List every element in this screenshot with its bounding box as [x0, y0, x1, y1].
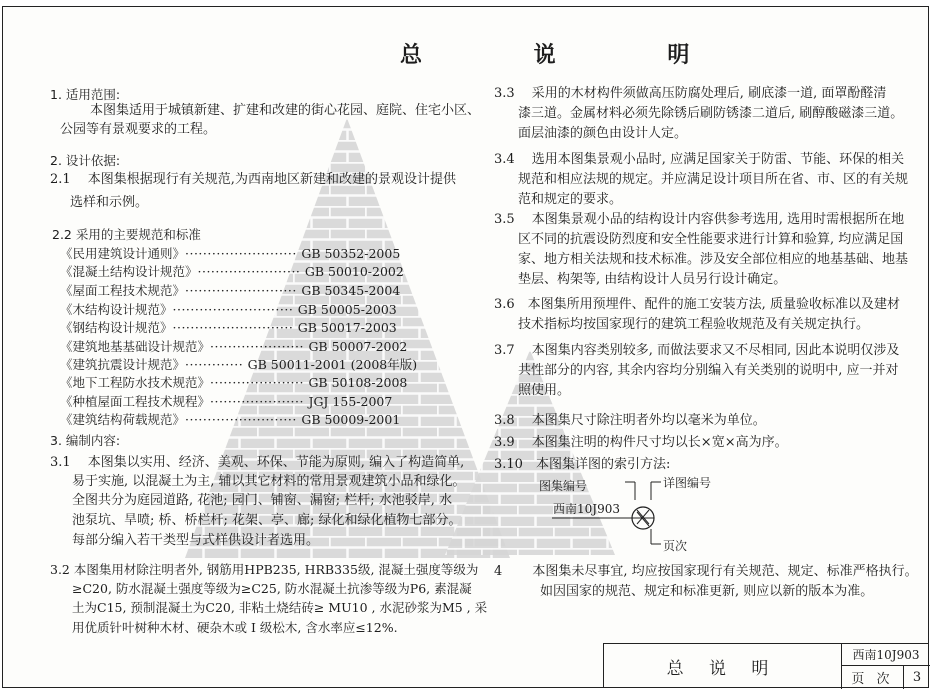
standard-name: 《屋面工程技术规范》	[60, 283, 186, 298]
leader-dots: ·····················	[210, 375, 309, 390]
standard-row	[60, 355, 417, 373]
standard-name: 《混凝土结构设计规范》	[60, 264, 198, 279]
standard-row	[60, 337, 407, 355]
standard-name: 《建筑抗震设计规范》	[60, 357, 186, 372]
section-3-5-line: 垫层、构架等, 由结构设计人员另行设计确定。	[518, 272, 787, 287]
standard-code: GB 50345-2004	[301, 283, 401, 298]
leader-dots: ·························	[185, 283, 302, 298]
standard-code: GB 50009-2001	[301, 412, 401, 427]
standard-code: GB 50017-2003	[297, 320, 397, 335]
leader-dots: ·······················	[197, 264, 305, 279]
section-3-7-line: 3.7 本图集内容类别较多, 而做法要求又不尽相同, 因此本说明仅涉及	[494, 343, 900, 358]
section-3-5-line: 家、地方相关法规和技术标准。涉及安全部位相应的地基基础、地基	[518, 252, 909, 267]
detail-number-label: 详图编号	[663, 476, 712, 490]
standard-name: 《木结构设计规范》	[60, 302, 173, 317]
standard-row	[60, 281, 400, 299]
standard-code: GB 50005-2003	[297, 302, 397, 317]
title-block	[603, 643, 929, 688]
leader-dots: ·····················	[210, 394, 309, 409]
title-block-code: 西南10J903	[842, 644, 930, 666]
title-block-page-label: 页 次	[842, 666, 904, 689]
standard-row	[60, 410, 400, 428]
standard-row	[60, 262, 404, 280]
section-3-2-line: 用优质针叶树种木材、硬杂木或 I 级松木, 含水率应≤12%.	[72, 620, 398, 635]
section-3-3-line: 面层油漆的颜色由设计人定。	[518, 126, 688, 141]
section-3-10-line: 3.10 本图集详图的索引方法:	[494, 457, 671, 472]
section-3-2-line: ≥C20, 防水混凝土强度等级为≥C25, 防水混凝土抗渗等级为P6, 素混凝	[72, 581, 472, 596]
section-1-heading: 1. 适用范围:	[50, 87, 121, 102]
standard-name: 《民用建筑设计通则》	[60, 246, 186, 261]
section-3-1-line: 3.1 本图集以实用、经济、美观、环保、节能为原则, 编入了构造简单,	[50, 455, 465, 470]
standard-name: 《地下工程防水技术规范》	[60, 375, 211, 390]
standard-row	[60, 300, 397, 318]
atlas-code-label: 西南10J903	[553, 502, 620, 516]
leader-dots: ·············	[185, 357, 248, 372]
section-3-6-line: 技术指标均按国家现行的建筑工程验收规范及有关规定执行。	[518, 317, 870, 332]
section-3-4-line: 规范和相应法规的规定。并应满足设计项目所在省、市、区的有关规	[518, 172, 909, 187]
section-1-line: 公园等有景观要求的工程。	[60, 122, 217, 137]
section-3-3-line: 3.3 采用的木材构件须做高压防腐处理后, 刷底漆一道, 面罩酚醛清	[494, 86, 887, 101]
section-3-8-line: 3.8 本图集尺寸除注明者外均以毫米为单位。	[494, 413, 766, 428]
title-block-title: 总 说 明	[604, 644, 842, 689]
standard-name: 《钢结构设计规范》	[60, 320, 173, 335]
section-3-1-line: 每部分编入若干类型与式样供设计者选用。	[72, 533, 320, 548]
standard-name: 《种植屋面工程技术规程》	[60, 394, 211, 409]
page-title: 总 说 明	[400, 42, 742, 68]
section-3-heading: 3. 编制内容:	[50, 433, 121, 448]
section-2-1-line: 选样和示例。	[70, 195, 149, 210]
standard-code: GB 50108-2008	[308, 375, 408, 390]
standard-name: 《建筑地基基础设计规范》	[60, 339, 211, 354]
section-3-6-line: 3.6 本图集所用预埋件、配件的施工安装方法, 质量验收标准以及建材	[494, 297, 900, 312]
section-3-7-line: 共性部分的内容, 其余内容均分别编入有关类别的说明中, 应一并对	[518, 363, 899, 378]
leader-dots: ·························	[185, 246, 302, 261]
section-3-1-line: 池泵坑、旱喷; 桥、桥栏杆; 花架、亭、廊; 绿化和绿化植物七部分。	[72, 513, 462, 528]
standard-code: GB 50010-2002	[304, 264, 404, 279]
standard-code: GB 50011-2001 (2008年版)	[247, 357, 418, 372]
atlas-number-label: 图集编号	[539, 479, 588, 493]
standard-row	[60, 318, 397, 336]
leader-dots: ···························	[172, 320, 298, 335]
section-3-1-line: 易于实施, 以混凝土为主, 辅以其它材料的常用景观建筑小品和绿化。	[72, 474, 466, 489]
standard-row	[60, 244, 400, 262]
section-4-line: 4 本图集未尽事宜, 均应按国家现行有关规范、规定、标准严格执行。	[494, 564, 918, 579]
title-block-page: 3	[912, 670, 922, 685]
page-number-label: 页次	[663, 539, 688, 553]
standard-row	[60, 392, 392, 410]
section-3-7-line: 照使用。	[518, 383, 571, 398]
leader-dots: ·························	[185, 412, 302, 427]
leader-dots: ···························	[172, 302, 298, 317]
section-2-1-line: 2.1 本图集根据现行有关规范,为西南地区新建和改建的景观设计提供	[50, 172, 456, 187]
section-3-2-line: 土为C15, 预制混凝土为C20, 非粘土烧结砖≥ MU10 , 水泥砂浆为M5 , 采	[72, 600, 488, 615]
standard-code: JGJ 155-2007	[308, 394, 393, 409]
standard-code: GB 50352-2005	[301, 246, 401, 261]
leader-dots: ·····················	[210, 339, 309, 354]
standard-name: 《建筑结构荷载规范》	[60, 412, 186, 427]
section-3-4-line: 3.4 选用本图集景观小品时, 应满足国家关于防雷、节能、环保的相关	[494, 152, 905, 167]
section-2-2-heading: 2.2 采用的主要规范和标准	[52, 227, 201, 242]
section-3-5-line: 区不同的抗震设防烈度和安全性能要求进行计算和验算, 均应满足国	[518, 232, 904, 247]
standard-row	[60, 373, 407, 391]
section-3-3-line: 漆三道。金属材料必须先除锈后刷防锈漆二道后, 刷醇酸磁漆三道。	[518, 106, 904, 121]
section-1-line: 本图集适用于城镇新建、扩建和改建的街心花园、庭院、住宅小区、	[90, 103, 481, 118]
standard-code: GB 50007-2002	[308, 339, 408, 354]
section-2-heading: 2. 设计依据:	[50, 153, 121, 168]
section-4-line: 如因国家的规范、规定和标准更新, 则应以新的版本为准。	[540, 584, 874, 599]
section-3-9-line: 3.9 本图集注明的构件尺寸均以长×宽×高为序。	[494, 435, 788, 450]
section-3-2-line: 3.2 本图集用材除注明者外, 钢筋用HPB235, HRB335级, 混凝土强度等级为	[50, 562, 479, 577]
section-3-4-line: 范和规定的要求。	[518, 192, 623, 207]
section-3-5-line: 3.5 本图集景观小品的结构设计内容供参考选用, 选用时需根据所在地	[494, 212, 905, 227]
section-3-1-line: 全图共分为庭园道路, 花池; 园门、铺窗、漏窗; 栏杆; 水池驳岸, 水	[72, 493, 453, 508]
